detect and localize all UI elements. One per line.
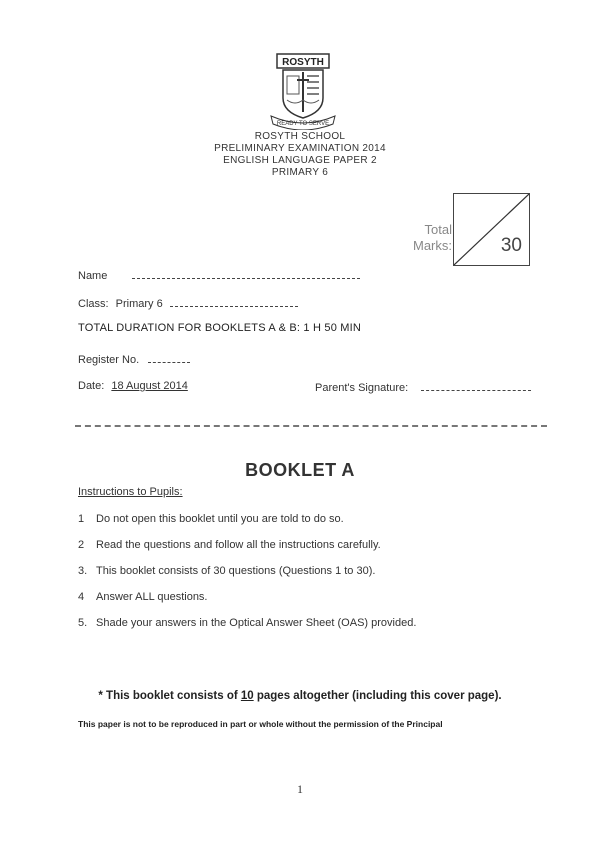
booklet-title: BOOKLET A: [245, 460, 355, 480]
instruction-number: 3.: [78, 565, 88, 577]
name-input-line[interactable]: [132, 268, 360, 279]
instruction-text: Read the questions and follow all the instructions carefully.: [96, 539, 381, 551]
instruction-number: 2: [78, 539, 85, 551]
separator-line: [75, 425, 547, 427]
register-field: [78, 352, 190, 366]
instruction-text: Shade your answers in the Optical Answer Sheet (OAS) provided.: [96, 617, 417, 629]
instruction-number: 4: [78, 591, 85, 603]
page-number: 1: [297, 782, 303, 796]
date-value: 18 August 2014: [111, 380, 188, 392]
pages-note-post: pages altogether (including this cover page).: [253, 690, 502, 702]
name-field: [78, 268, 360, 282]
total-marks-label: [396, 222, 452, 254]
pages-note-count: 10: [240, 690, 254, 702]
instruction-item: [78, 617, 416, 629]
class-field: [78, 296, 298, 310]
total-marks-value: 30: [500, 235, 522, 256]
date-label: Date:: [78, 380, 105, 392]
svg-text:ROSYTH: ROSYTH: [282, 57, 324, 68]
name-label: Name: [78, 270, 108, 282]
date-field: [78, 380, 188, 392]
school-name: ROSYTH SCHOOL: [254, 131, 346, 142]
total-label-line2: Marks:: [413, 238, 452, 253]
duration-text: TOTAL DURATION FOR BOOKLETS A & B: 1 H 50 MIN: [78, 322, 362, 334]
instruction-text: Do not open this booklet until you are told to do so.: [96, 513, 344, 525]
permission-note: This paper is not to be reproduced in part or whole without the permission of the Principal: [78, 719, 443, 729]
svg-text:READY TO SERVE: READY TO SERVE: [276, 121, 330, 127]
instruction-item: [78, 565, 375, 577]
signature-field: [315, 380, 531, 394]
exam-title: PRELIMINARY EXAMINATION 2014: [214, 143, 386, 154]
instruction-text: This booklet consists of 30 questions (Questions 1 to 30).: [96, 565, 376, 577]
register-input-line[interactable]: [148, 352, 190, 363]
total-label-line1: Total: [424, 222, 452, 237]
instruction-text: Answer ALL questions.: [96, 591, 208, 603]
class-value: Primary 6: [115, 298, 163, 310]
signature-input-line[interactable]: [421, 380, 531, 391]
instruction-number: 5.: [78, 617, 88, 629]
class-label: Class:: [78, 298, 109, 310]
paper-title: ENGLISH LANGUAGE PAPER 2: [223, 155, 377, 166]
class-input-line[interactable]: [170, 296, 298, 307]
pages-note: [0, 690, 600, 702]
school-crest-logo: [263, 50, 343, 130]
pages-note-pre: * This booklet consists of: [98, 690, 241, 702]
instruction-item: [78, 539, 381, 551]
signature-label: Parent's Signature:: [315, 382, 409, 394]
level-title: PRIMARY 6: [271, 167, 329, 178]
register-label: Register No.: [78, 354, 140, 366]
total-marks-box: [453, 193, 530, 266]
instruction-item: [78, 591, 208, 603]
instruction-item: [78, 513, 344, 525]
instruction-number: 1: [78, 513, 85, 525]
instructions-title: Instructions to Pupils:: [78, 486, 183, 498]
